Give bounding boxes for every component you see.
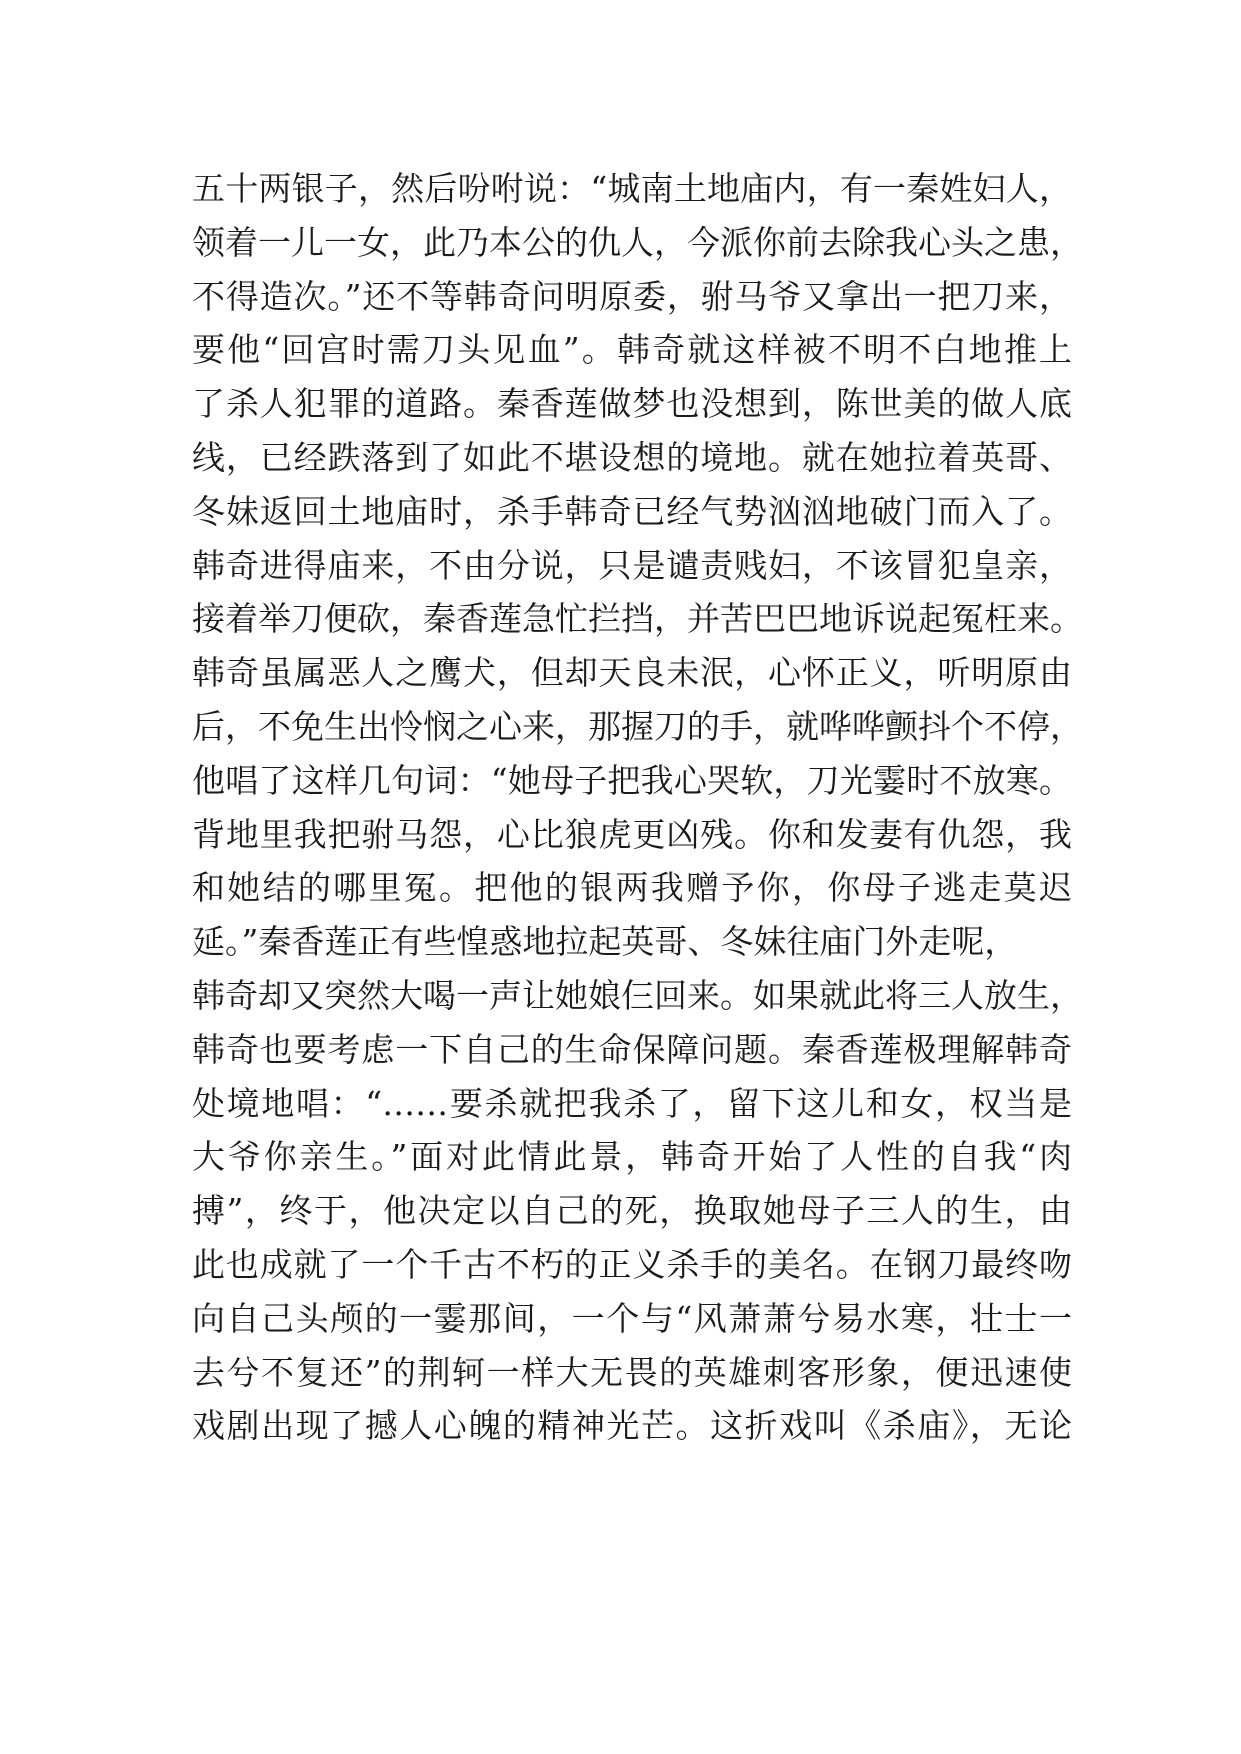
text-line: 去兮不复还”的荆轲一样大无畏的英雄刺客形象，便迅速使 [192,1352,1072,1392]
body-text [192,162,1083,1453]
text-line: 不得造次。”还不等韩奇问明原委，驸马爷又拿出一把刀来， [192,276,1072,316]
text-line: 他唱了这样几句词：“她母子把我心哭软，刀光霎时不放寒。 [192,760,1072,800]
text-line: 延。”秦香莲正有些惶惑地拉起英哥、冬妹往庙门外走呢， [192,922,1018,962]
text-line: 向自己头颅的一霎那间，一个与“风萧萧兮易水寒，壮士一 [192,1298,1072,1338]
text-line: 戏剧出现了撼人心魄的精神光芒。这折戏叫《杀庙》，无论 [192,1406,1072,1446]
text-line: 线，已经跌落到了如此不堪设想的境地。就在她拉着英哥、 [192,437,1072,477]
text-line: 后，不免生出怜悯之心来，那握刀的手，就哗哗颤抖个不停， [192,706,1083,746]
text-line: 韩奇进得庙来，不由分说，只是谴责贱妇，不该冒犯皇亲， [192,545,1072,585]
text-line: 韩奇也要考虑一下自己的生命保障问题。秦香莲极理解韩奇 [192,1029,1072,1069]
text-line: 要他“回宫时需刀头见血”。韩奇就这样被不明不白地推上 [192,330,1072,370]
text-line: 了杀人犯罪的道路。秦香莲做梦也没想到，陈世美的做人底 [192,384,1072,424]
text-line: 背地里我把驸马怨，心比狼虎更凶残。你和发妻有仇怨，我 [192,814,1072,854]
text-line: 大爷你亲生。”面对此情此景，韩奇开始了人性的自我“肉 [192,1137,1072,1177]
text-line: 接着举刀便砍，秦香莲急忙拦挡，并苦巴巴地诉说起冤枉来。 [192,599,1083,639]
text-line: 韩奇却又突然大喝一声让她娘仨回来。如果就此将三人放生， [192,975,1083,1015]
text-line: 冬妹返回土地庙时，杀手韩奇已经气势汹汹地破门而入了。 [192,491,1072,531]
text-line: 五十两银子，然后吩咐说：“城南土地庙内，有一秦姓妇人， [192,169,1072,208]
text-line: 处境地唱：“……要杀就把我杀了，留下这儿和女，权当是 [192,1083,1072,1123]
text-line: 和她结的哪里冤。把他的银两我赠予你，你母子逃走莫迟 [192,868,1072,908]
text-line: 此也成就了一个千古不朽的正义杀手的美名。在钢刀最终吻 [192,1244,1072,1284]
text-line: 领着一儿一女，此乃本公的仇人，今派你前去除我心头之患， [192,222,1083,262]
text-line: 搏”，终于，他决定以自己的死，换取她母子三人的生，由 [192,1191,1072,1231]
text-line: 韩奇虽属恶人之鹰犬，但却天良未泯，心怀正义，听明原由 [192,653,1072,693]
